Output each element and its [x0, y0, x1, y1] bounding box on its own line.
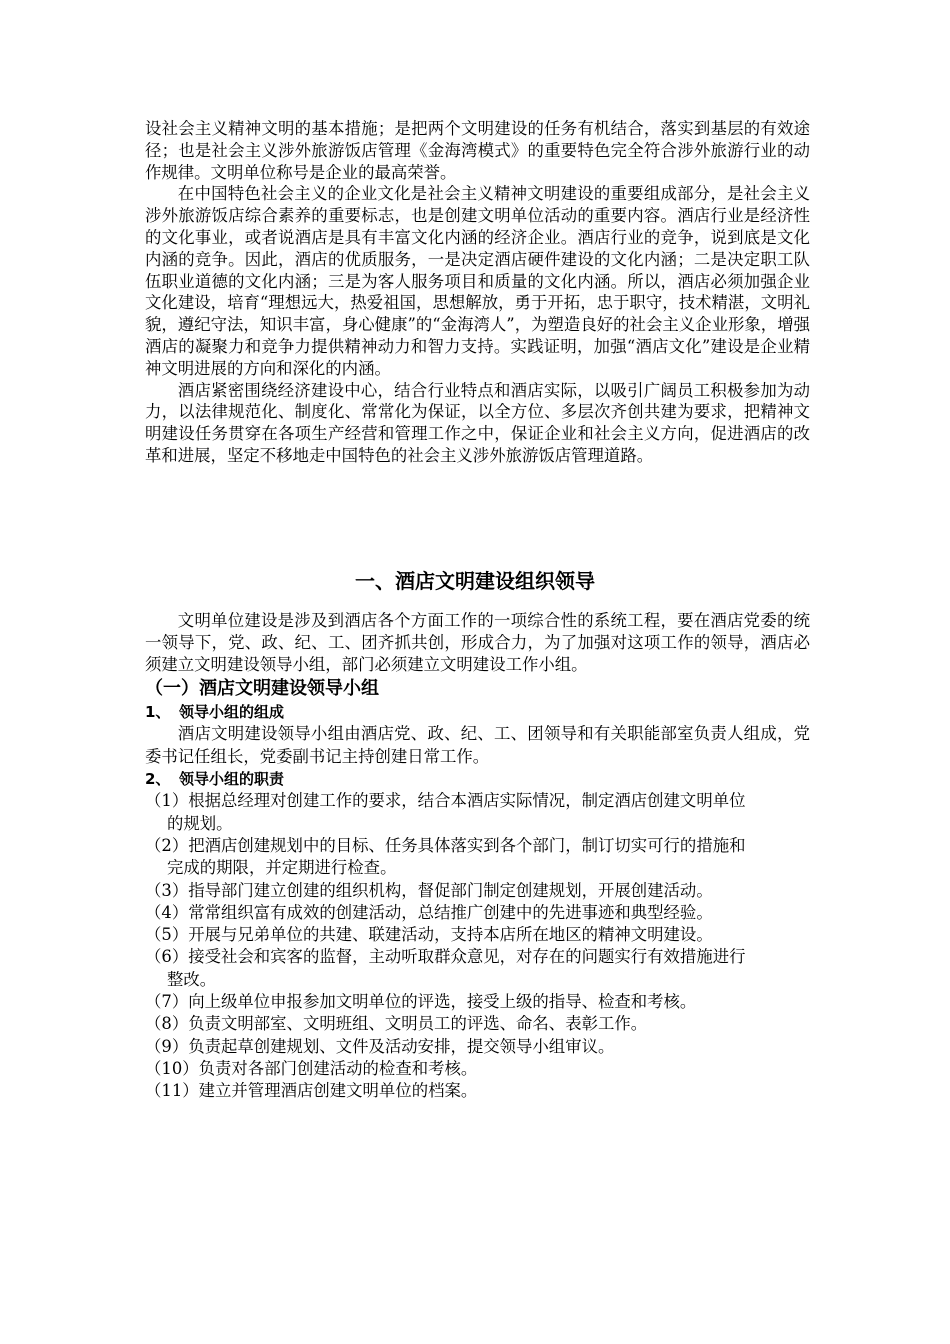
duty-item: （3）指导部门建立创建的组织机构，督促部门制定创建规划，开展创建活动。	[145, 880, 713, 900]
duty-item: （5）开展与兄弟单位的共建、联建活动，支持本店所在地区的精神文明建设。	[145, 925, 713, 945]
section-intro: 文明单位建设是涉及到酒店各个方面工作的一项综合性的系统工程，要在酒店党委的统一领导下，党、政、纪、工、团齐抓共创，形成合力，为了加强对这项工作的领导，酒店必须建立文明建设领导小组，部门必须建立文明建设工作小组。	[145, 611, 810, 674]
item-number-1: 1、	[145, 703, 171, 722]
duty-item: （8）负责文明部室、文明班组、文明员工的评选、命名、表彰工作。	[145, 1014, 648, 1034]
duty-item: （2）把酒店创建规划中的目标、任务具体落实到各个部门，制订切实可行的措施和完成的期限，并定期进行检查。	[145, 835, 746, 878]
duty-item: （6）接受社会和宾客的监督，主动听取群众意见，对存在的问题实行有效措施进行整改。	[145, 947, 746, 989]
item-heading-2	[145, 768, 810, 790]
duty-item: （7）向上级单位申报参加文明单位的评选，接受上级的指导、检查和考核。	[145, 992, 697, 1012]
duty-item: （11）建立并管理酒店创建文明单位的档案。	[145, 1081, 478, 1101]
duty-item: （9）负责起草创建规划、文件及活动安排，提交领导小组审议。	[145, 1036, 615, 1056]
subsection-title: （一）酒店文明建设领导小组	[145, 678, 379, 700]
duty-item: （1）根据总经理对创建工作的要求，结合本酒店实际情况，制定酒店创建文明单位的规划。	[145, 791, 746, 833]
item-title-1: 领导小组的组成	[179, 703, 285, 722]
duty-item: （4）常常组织富有成效的创建活动，总结推广创建中的先进事迹和典型经验。	[145, 902, 713, 922]
section-title: 一、酒店文明建设组织领导	[355, 569, 595, 593]
item-number-2: 2、	[145, 770, 171, 789]
intro-paragraph-1: 设社会主义精神文明的基本措施；是把两个文明建设的任务有机结合，落实到基层的有效途径；也是社会主义涉外旅游饭店管理《金海湾模式》的重要特色完全符合涉外旅游行业的动作规律。文明单位称号是企业的最高荣誉。	[145, 119, 810, 182]
duties-list	[145, 790, 750, 1102]
intro-paragraph-2: 在中国特色社会主义的企业文化是社会主义精神文明建设的重要组成部分，是社会主义涉外旅游饭店综合素养的重要标志，也是创建文明单位活动的重要内容。酒店行业是经济性的文化事业，或者说酒店是具有丰富文化内涵的经济企业。酒店行业的竞争，说到底是文化内涵的竞争。因此，酒店的优质服务，一是决定酒店硬件建设的文化内涵；二是决定职工队伍职业道德的文化内涵；三是为客人服务项目和质量的文化内涵。所以，酒店必须加强企业文化建设，培育“理想远大，热爱祖国，思想解放，勇于开拓，忠于职守，技术精湛，文明礼貌，遵纪守法，知识丰富，身心健康”的“金海湾人”，为塑造良好的社会主义企业形象，增强酒店的凝聚力和竞争力提供精神动力和智力支持。实践证明，加强“酒店文化”建设是企业精神文明进展的方向和深化的内涵。	[145, 184, 810, 378]
duty-item: （10）负责对各部门创建活动的检查和考核。	[145, 1058, 478, 1078]
item-heading-1	[145, 701, 810, 723]
document-page	[145, 118, 810, 1101]
item-title-2: 领导小组的职责	[179, 770, 285, 789]
item-text-1: 酒店文明建设领导小组由酒店党、政、纪、工、团领导和有关职能部室负责人组成，党委书记任组长，党委副书记主持创建日常工作。	[145, 724, 810, 766]
intro-paragraph-3: 酒店紧密围绕经济建设中心，结合行业特点和酒店实际，以吸引广阔员工积极参加为动力，以法律规范化、制度化、常常化为保证，以全方位、多层次齐创共建为要求，把精神文明建设任务贯穿在各项生产经营和管理工作之中，保证企业和社会主义方向，促进酒店的改革和进展，坚定不移地走中国特色的社会主义涉外旅游饭店管理道路。	[145, 380, 810, 465]
section-body	[145, 610, 810, 1103]
